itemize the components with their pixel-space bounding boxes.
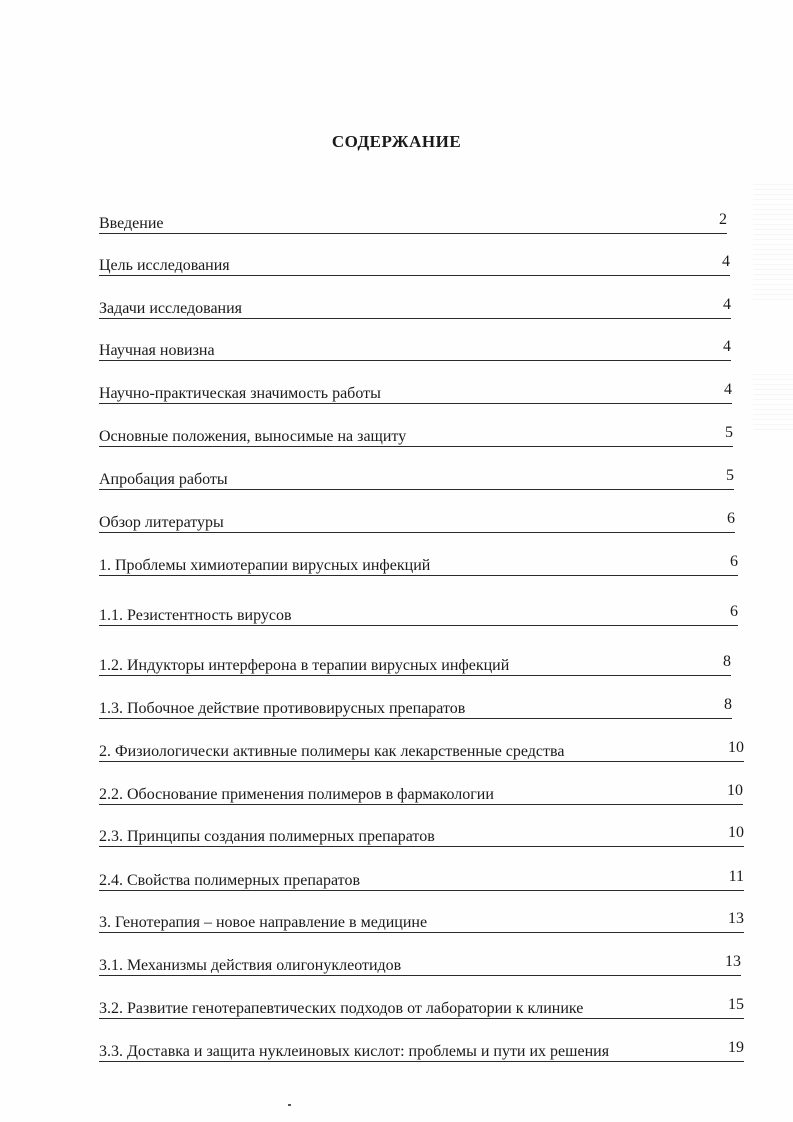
toc-entry [99,868,744,893]
toc-entry-page: 13 [725,953,741,970]
toc-entry-label: Обзор литературы [99,514,224,531]
toc-entry [99,782,743,807]
scan-speck [288,1104,291,1106]
toc-entry [99,953,741,978]
toc-entry-page: 5 [725,424,733,441]
toc-entry [99,910,744,935]
scan-noise [753,180,793,300]
toc-entry [99,253,730,278]
toc-entry-page: 4 [722,253,730,270]
toc-entry-page: 5 [726,467,734,484]
toc-entry-page: 11 [728,868,744,885]
toc-entry-label: 3.2. Развитие генотерапевтических подходов от лаборатории к клинике [99,1000,584,1017]
toc-entry-page: 15 [728,996,744,1013]
toc-entry-label: Апробация работы [99,471,228,488]
scan-noise [753,370,793,430]
toc-entry [99,603,738,628]
toc-entry-label: 1. Проблемы химиотерапии вирусных инфекций [99,557,431,574]
toc-entry-label: Задачи исследования [99,300,243,317]
toc-entry-label: 2. Физиологически активные полимеры как лекарственные средства [99,743,565,760]
toc-entry [99,211,727,236]
toc-entry [99,510,735,535]
toc-entry-page: 6 [730,553,738,570]
toc-entry-page: 8 [723,653,731,670]
toc-entry-page: 4 [723,338,731,355]
toc-entry [99,996,744,1021]
toc-entry-label: 1.3. Побочное действие противовирусных препаратов [99,700,466,717]
toc-entry-page: 6 [730,603,738,620]
toc-entry-label: 3.3. Доставка и защита нуклеиновых кислот: проблемы и пути их решения [99,1043,610,1060]
toc-entry [99,1039,744,1064]
toc-leader-line [99,233,727,234]
toc-entry-label: Научно-практическая значимость работы [99,385,381,402]
toc-entry-page: 8 [724,696,732,713]
toc-entry-label: Введение [99,215,164,232]
toc-entry-page: 10 [728,739,744,756]
toc-entry [99,381,732,406]
toc-entry-page: 10 [727,782,743,799]
toc-entry-page: 19 [728,1039,744,1056]
toc-entry-page: 10 [728,824,744,841]
toc-entry-label: 2.2. Обоснование применения полимеров в фармакологии [99,786,494,803]
toc-entry-page: 4 [723,296,731,313]
toc-entry-page: 2 [719,211,727,228]
toc-entry-page: 4 [724,381,732,398]
toc-entry-label: Цель исследования [99,257,230,274]
toc-entry-label: 1.1. Резистентность вирусов [99,607,292,624]
toc-entry [99,739,744,764]
toc-entry [99,653,731,678]
toc-entry-label: Научная новизна [99,342,215,359]
toc-entry-label: 2.4. Свойства полимерных препаратов [99,872,361,889]
toc-entry [99,696,732,721]
toc-entry [99,824,744,849]
page-title: СОДЕРЖАНИЕ [331,132,462,151]
toc-entry [99,553,738,578]
toc-entry-label: 3. Генотерапия – новое направление в медицине [99,914,428,931]
toc-entry-label: 2.3. Принципы создания полимерных препаратов [99,828,435,845]
toc-entry [99,338,731,363]
toc-entry-label: 3.1. Механизмы действия олигонуклеотидов [99,957,402,974]
toc-entry [99,467,734,492]
toc-entry-label: Основные положения, выносимые на защиту [99,428,407,445]
toc-entry-page: 13 [728,910,744,927]
toc-entry [99,424,733,449]
toc-entry [99,296,731,321]
toc-entry-label: 1.2. Индукторы интерферона в терапии вирусных инфекций [99,657,510,674]
toc-entry-page: 6 [727,510,735,527]
